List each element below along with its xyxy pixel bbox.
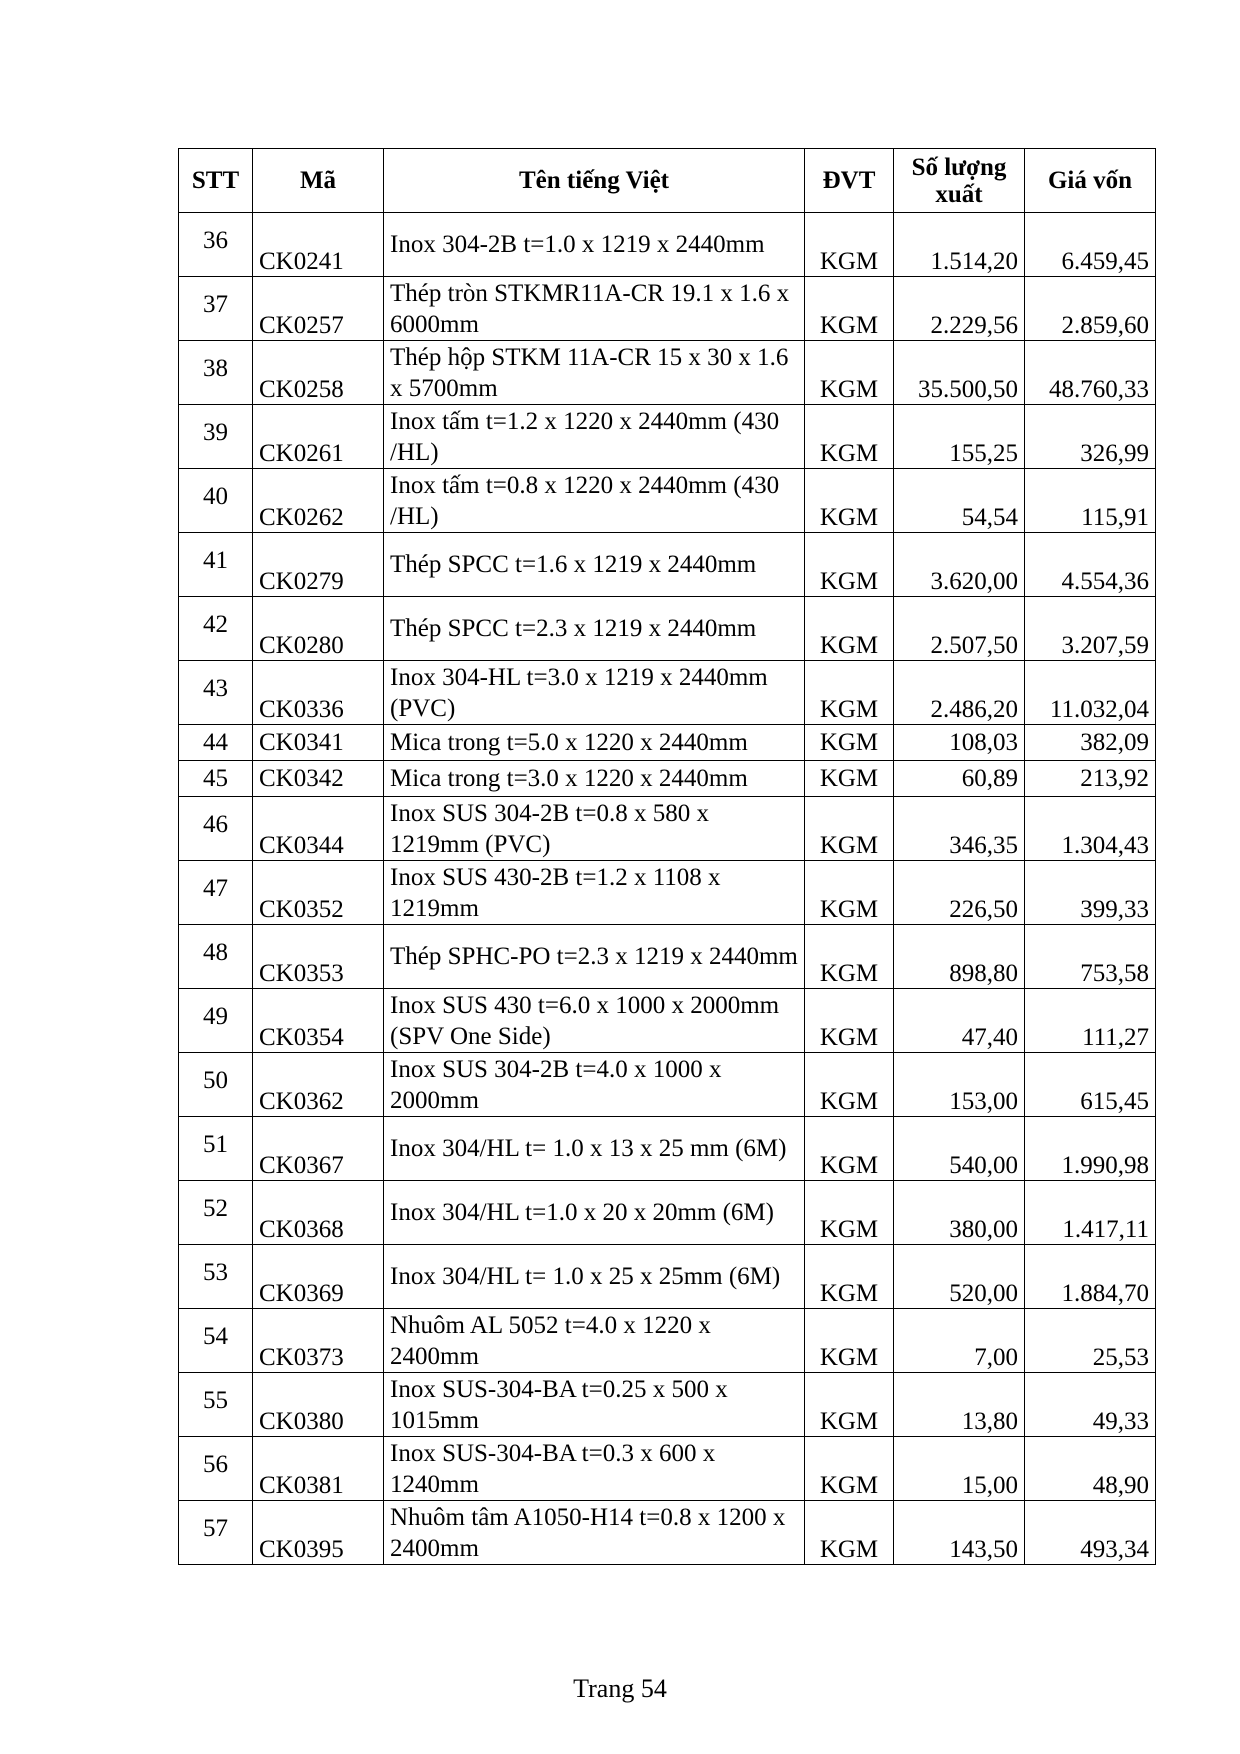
row-cost: 1.417,11 bbox=[1025, 1181, 1156, 1245]
row-code: CK0344 bbox=[253, 797, 384, 861]
row-code: CK0258 bbox=[253, 341, 384, 405]
row-unit: KGM bbox=[805, 761, 894, 797]
row-quantity: 1.514,20 bbox=[894, 213, 1025, 277]
row-stt: 39 bbox=[179, 405, 253, 469]
row-name: Mica trong t=5.0 x 1220 x 2440mm bbox=[384, 725, 805, 761]
row-name: Thép tròn STKMR11A-CR 19.1 x 1.6 x 6000mm bbox=[384, 277, 805, 341]
header-name: Tên tiếng Việt bbox=[384, 149, 805, 213]
row-stt: 46 bbox=[179, 797, 253, 861]
row-code: CK0241 bbox=[253, 213, 384, 277]
table-body bbox=[179, 213, 1156, 1565]
row-cost: 48,90 bbox=[1025, 1437, 1156, 1501]
header-quantity-line2: xuất bbox=[935, 180, 983, 208]
table-row bbox=[179, 277, 1156, 341]
row-unit: KGM bbox=[805, 861, 894, 925]
table-row bbox=[179, 1309, 1156, 1373]
header-unit: ĐVT bbox=[805, 149, 894, 213]
row-code: CK0279 bbox=[253, 533, 384, 597]
table-row bbox=[179, 1373, 1156, 1437]
row-name: Nhuôm tâm A1050-H14 t=0.8 x 1200 x 2400mm bbox=[384, 1501, 805, 1565]
header-code: Mã bbox=[253, 149, 384, 213]
row-name: Inox SUS 430 t=6.0 x 1000 x 2000mm (SPV One Side) bbox=[384, 989, 805, 1053]
row-quantity: 346,35 bbox=[894, 797, 1025, 861]
row-quantity: 35.500,50 bbox=[894, 341, 1025, 405]
row-stt: 48 bbox=[179, 925, 253, 989]
row-unit: KGM bbox=[805, 989, 894, 1053]
row-cost: 6.459,45 bbox=[1025, 213, 1156, 277]
row-name: Mica trong t=3.0 x 1220 x 2440mm bbox=[384, 761, 805, 797]
row-quantity: 143,50 bbox=[894, 1501, 1025, 1565]
row-unit: KGM bbox=[805, 1437, 894, 1501]
row-code: CK0336 bbox=[253, 661, 384, 725]
row-code: CK0352 bbox=[253, 861, 384, 925]
row-cost: 1.990,98 bbox=[1025, 1117, 1156, 1181]
table-row bbox=[179, 533, 1156, 597]
row-stt: 54 bbox=[179, 1309, 253, 1373]
row-name: Thép hộp STKM 11A-CR 15 x 30 x 1.6 x 5700mm bbox=[384, 341, 805, 405]
row-stt: 36 bbox=[179, 213, 253, 277]
row-stt: 43 bbox=[179, 661, 253, 725]
row-unit: KGM bbox=[805, 1117, 894, 1181]
row-quantity: 47,40 bbox=[894, 989, 1025, 1053]
row-name: Thép SPCC t=2.3 x 1219 x 2440mm bbox=[384, 597, 805, 661]
table-row bbox=[179, 405, 1156, 469]
table-row bbox=[179, 469, 1156, 533]
row-cost: 1.304,43 bbox=[1025, 797, 1156, 861]
row-stt: 56 bbox=[179, 1437, 253, 1501]
row-code: CK0369 bbox=[253, 1245, 384, 1309]
row-unit: KGM bbox=[805, 1245, 894, 1309]
table-row bbox=[179, 597, 1156, 661]
table-row bbox=[179, 1181, 1156, 1245]
table-row bbox=[179, 925, 1156, 989]
row-cost: 753,58 bbox=[1025, 925, 1156, 989]
row-quantity: 155,25 bbox=[894, 405, 1025, 469]
table-row bbox=[179, 1245, 1156, 1309]
row-unit: KGM bbox=[805, 1309, 894, 1373]
row-code: CK0342 bbox=[253, 761, 384, 797]
row-cost: 399,33 bbox=[1025, 861, 1156, 925]
table-row bbox=[179, 1117, 1156, 1181]
row-unit: KGM bbox=[805, 1181, 894, 1245]
row-stt: 52 bbox=[179, 1181, 253, 1245]
row-code: CK0341 bbox=[253, 725, 384, 761]
row-unit: KGM bbox=[805, 661, 894, 725]
row-code: CK0362 bbox=[253, 1053, 384, 1117]
row-quantity: 153,00 bbox=[894, 1053, 1025, 1117]
row-stt: 50 bbox=[179, 1053, 253, 1117]
row-stt: 40 bbox=[179, 469, 253, 533]
header-cost: Giá vốn bbox=[1025, 149, 1156, 213]
row-code: CK0381 bbox=[253, 1437, 384, 1501]
row-unit: KGM bbox=[805, 1053, 894, 1117]
row-quantity: 520,00 bbox=[894, 1245, 1025, 1309]
row-quantity: 898,80 bbox=[894, 925, 1025, 989]
row-name: Inox 304-2B t=1.0 x 1219 x 2440mm bbox=[384, 213, 805, 277]
row-quantity: 2.486,20 bbox=[894, 661, 1025, 725]
row-stt: 44 bbox=[179, 725, 253, 761]
row-stt: 49 bbox=[179, 989, 253, 1053]
row-cost: 213,92 bbox=[1025, 761, 1156, 797]
row-cost: 615,45 bbox=[1025, 1053, 1156, 1117]
row-cost: 49,33 bbox=[1025, 1373, 1156, 1437]
row-unit: KGM bbox=[805, 341, 894, 405]
row-unit: KGM bbox=[805, 213, 894, 277]
row-name: Inox 304-HL t=3.0 x 1219 x 2440mm (PVC) bbox=[384, 661, 805, 725]
row-code: CK0395 bbox=[253, 1501, 384, 1565]
table-header bbox=[179, 149, 1156, 213]
row-code: CK0261 bbox=[253, 405, 384, 469]
row-quantity: 7,00 bbox=[894, 1309, 1025, 1373]
row-cost: 3.207,59 bbox=[1025, 597, 1156, 661]
table-row bbox=[179, 989, 1156, 1053]
row-code: CK0262 bbox=[253, 469, 384, 533]
inventory-table bbox=[178, 148, 1156, 1565]
row-code: CK0380 bbox=[253, 1373, 384, 1437]
row-stt: 37 bbox=[179, 277, 253, 341]
row-quantity: 54,54 bbox=[894, 469, 1025, 533]
row-quantity: 380,00 bbox=[894, 1181, 1025, 1245]
table-row bbox=[179, 213, 1156, 277]
row-cost: 2.859,60 bbox=[1025, 277, 1156, 341]
row-code: CK0354 bbox=[253, 989, 384, 1053]
row-unit: KGM bbox=[805, 597, 894, 661]
row-cost: 4.554,36 bbox=[1025, 533, 1156, 597]
row-name: Inox 304/HL t=1.0 x 20 x 20mm (6M) bbox=[384, 1181, 805, 1245]
row-stt: 51 bbox=[179, 1117, 253, 1181]
table-row bbox=[179, 1437, 1156, 1501]
header-stt: STT bbox=[179, 149, 253, 213]
row-cost: 11.032,04 bbox=[1025, 661, 1156, 725]
row-name: Inox 304/HL t= 1.0 x 13 x 25 mm (6M) bbox=[384, 1117, 805, 1181]
row-unit: KGM bbox=[805, 533, 894, 597]
table-row bbox=[179, 725, 1156, 761]
row-quantity: 15,00 bbox=[894, 1437, 1025, 1501]
row-stt: 45 bbox=[179, 761, 253, 797]
row-quantity: 2.507,50 bbox=[894, 597, 1025, 661]
row-stt: 38 bbox=[179, 341, 253, 405]
row-name: Inox SUS 304-2B t=4.0 x 1000 x 2000mm bbox=[384, 1053, 805, 1117]
row-name: Inox tấm t=0.8 x 1220 x 2440mm (430 /HL) bbox=[384, 469, 805, 533]
row-cost: 48.760,33 bbox=[1025, 341, 1156, 405]
row-code: CK0280 bbox=[253, 597, 384, 661]
row-unit: KGM bbox=[805, 1373, 894, 1437]
row-name: Nhuôm AL 5052 t=4.0 x 1220 x 2400mm bbox=[384, 1309, 805, 1373]
row-stt: 42 bbox=[179, 597, 253, 661]
row-name: Thép SPCC t=1.6 x 1219 x 2440mm bbox=[384, 533, 805, 597]
row-unit: KGM bbox=[805, 469, 894, 533]
table-row bbox=[179, 1501, 1156, 1565]
table-row bbox=[179, 341, 1156, 405]
table-row bbox=[179, 661, 1156, 725]
row-name: Inox tấm t=1.2 x 1220 x 2440mm (430 /HL) bbox=[384, 405, 805, 469]
row-quantity: 13,80 bbox=[894, 1373, 1025, 1437]
row-quantity: 226,50 bbox=[894, 861, 1025, 925]
row-unit: KGM bbox=[805, 797, 894, 861]
row-cost: 1.884,70 bbox=[1025, 1245, 1156, 1309]
row-unit: KGM bbox=[805, 925, 894, 989]
row-cost: 111,27 bbox=[1025, 989, 1156, 1053]
row-quantity: 60,89 bbox=[894, 761, 1025, 797]
row-cost: 382,09 bbox=[1025, 725, 1156, 761]
row-stt: 53 bbox=[179, 1245, 253, 1309]
header-quantity-line1: Số lượng bbox=[911, 153, 1007, 181]
page-number: Trang 54 bbox=[573, 1674, 667, 1703]
row-unit: KGM bbox=[805, 277, 894, 341]
row-code: CK0368 bbox=[253, 1181, 384, 1245]
table-row bbox=[179, 1053, 1156, 1117]
row-unit: KGM bbox=[805, 405, 894, 469]
row-name: Thép SPHC-PO t=2.3 x 1219 x 2440mm bbox=[384, 925, 805, 989]
row-unit: KGM bbox=[805, 1501, 894, 1565]
row-quantity: 108,03 bbox=[894, 725, 1025, 761]
header-quantity bbox=[894, 149, 1025, 213]
header-row bbox=[179, 149, 1156, 213]
table-row bbox=[179, 761, 1156, 797]
row-stt: 47 bbox=[179, 861, 253, 925]
row-code: CK0367 bbox=[253, 1117, 384, 1181]
row-stt: 41 bbox=[179, 533, 253, 597]
row-name: Inox SUS 304-2B t=0.8 x 580 x 1219mm (PVC) bbox=[384, 797, 805, 861]
table-row bbox=[179, 861, 1156, 925]
row-name: Inox SUS-304-BA t=0.25 x 500 x 1015mm bbox=[384, 1373, 805, 1437]
row-name: Inox SUS-304-BA t=0.3 x 600 x 1240mm bbox=[384, 1437, 805, 1501]
row-cost: 25,53 bbox=[1025, 1309, 1156, 1373]
row-stt: 55 bbox=[179, 1373, 253, 1437]
row-quantity: 2.229,56 bbox=[894, 277, 1025, 341]
row-code: CK0353 bbox=[253, 925, 384, 989]
row-unit: KGM bbox=[805, 725, 894, 761]
row-cost: 326,99 bbox=[1025, 405, 1156, 469]
row-stt: 57 bbox=[179, 1501, 253, 1565]
row-name: Inox SUS 430-2B t=1.2 x 1108 x 1219mm bbox=[384, 861, 805, 925]
row-quantity: 540,00 bbox=[894, 1117, 1025, 1181]
row-cost: 493,34 bbox=[1025, 1501, 1156, 1565]
row-quantity: 3.620,00 bbox=[894, 533, 1025, 597]
row-cost: 115,91 bbox=[1025, 469, 1156, 533]
row-name: Inox 304/HL t= 1.0 x 25 x 25mm (6M) bbox=[384, 1245, 805, 1309]
row-code: CK0373 bbox=[253, 1309, 384, 1373]
row-code: CK0257 bbox=[253, 277, 384, 341]
table-row bbox=[179, 797, 1156, 861]
